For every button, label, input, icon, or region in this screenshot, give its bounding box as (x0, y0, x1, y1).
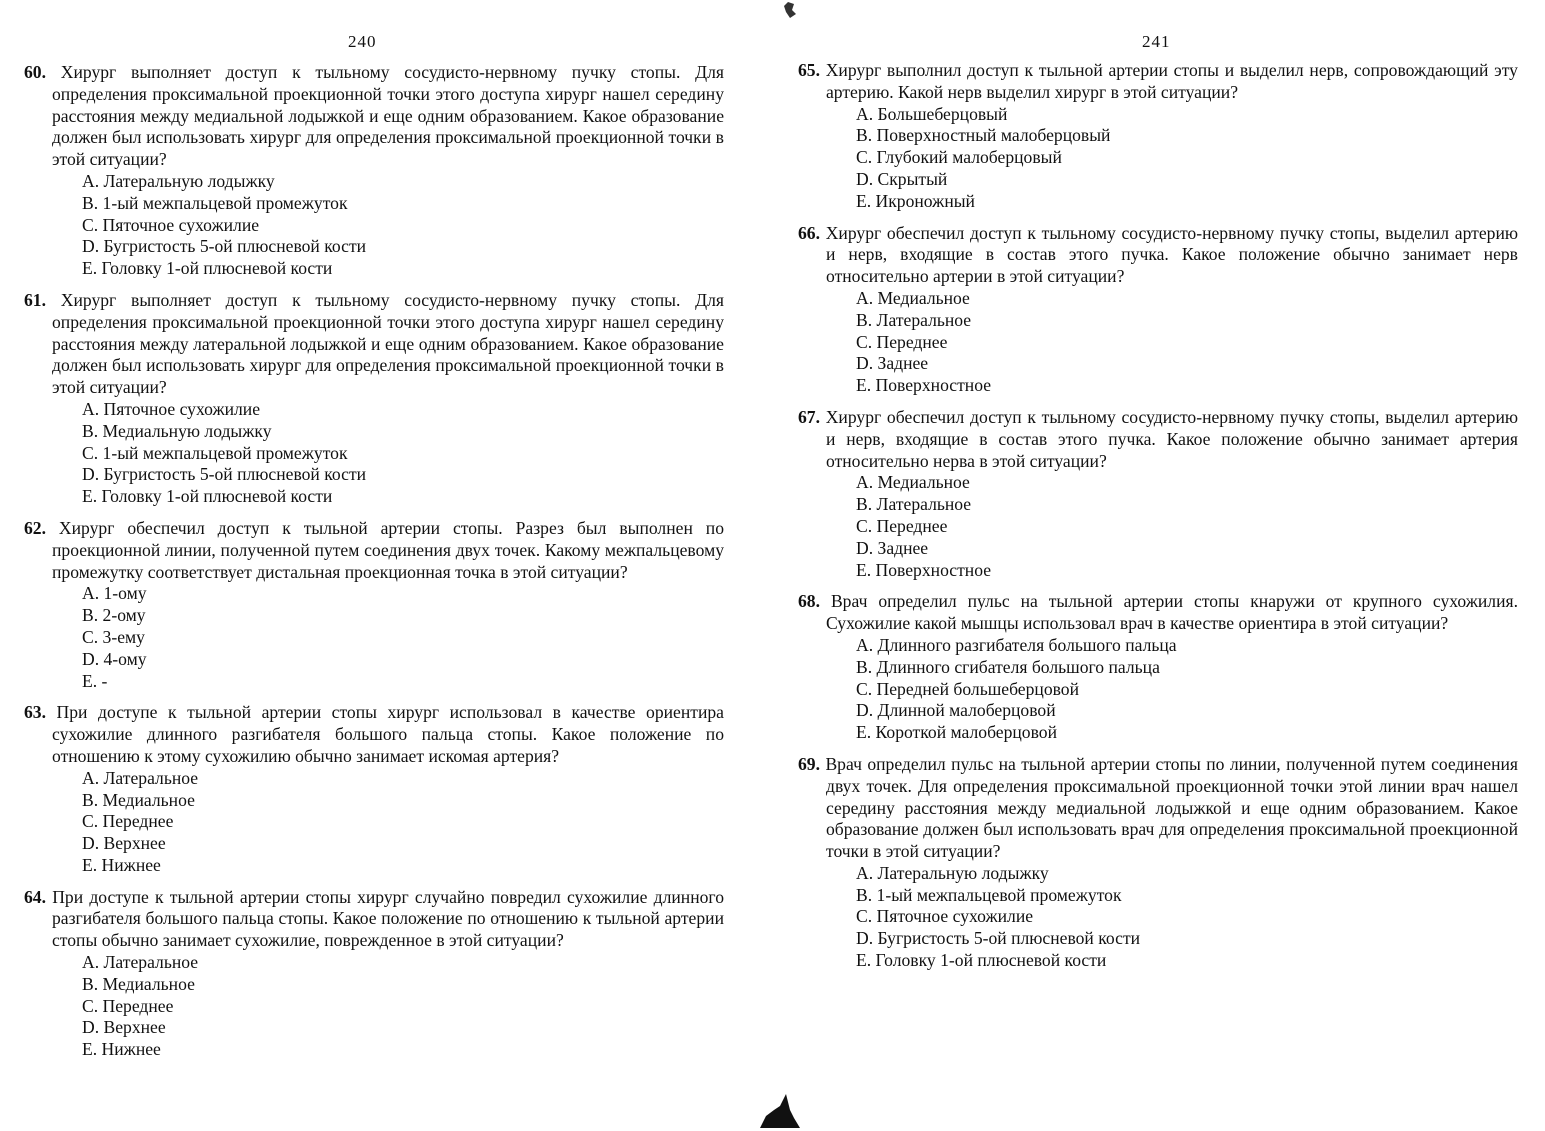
answer-option: E. Короткой малоберцовой (856, 722, 1058, 743)
question-text: Хирург выполнил доступ к тыльной артерии стопы и выделил нерв, сопровождающий эту артерию. Какой нерв выделил хирург в этой ситуации? (825, 60, 1518, 102)
answer-option: D. Скрытый (856, 168, 948, 189)
answer-option: C. 3-ему (82, 626, 145, 647)
answer-option: D. Верхнее (82, 833, 166, 854)
answer-option: A. Пяточное сухожилие (82, 398, 261, 419)
answer-option: D. 4-ому (82, 648, 147, 669)
answer-option: E. Головку 1-ой плюсневой кости (82, 486, 333, 507)
answer-option: E. Нижнее (82, 854, 161, 875)
question-number: 66. (798, 222, 820, 243)
answer-options (24, 768, 724, 877)
answer-option: C. 1-ый межпальцевой промежуток (82, 442, 348, 463)
question-text: Хирург выполняет доступ к тыльному сосудисто-нервному пучку стопы. Для определения проксимальной проекционной точки этого доступа хирург нашел середину расстояния между медиальной лодыжкой и еще одним образованием. Какое образование должен был использовать хирург для определения проксимальной проекционной точки в этой ситуации? (52, 62, 724, 170)
question-block (798, 60, 1518, 213)
question-stem (798, 60, 1518, 104)
answer-option: B. Длинного сгибателя большого пальца (856, 656, 1160, 677)
answer-option: B. 2-ому (82, 605, 146, 626)
answer-option: D. Заднее (856, 353, 929, 374)
question-list-left (24, 62, 724, 1071)
answer-option: C. Глубокий малоберцовый (856, 147, 1062, 168)
answer-option: B. Поверхностный малоберцовый (856, 125, 1111, 146)
answer-option: B. 1-ый межпальцевой промежуток (82, 192, 348, 213)
answer-option: E. Нижнее (82, 1039, 161, 1060)
answer-options (798, 635, 1518, 744)
answer-option: C. Переднее (856, 331, 948, 352)
question-list-right (798, 60, 1518, 982)
answer-option: B. 1-ый межпальцевой промежуток (856, 884, 1122, 905)
answer-option: D. Бугристость 5-ой плюсневой кости (856, 928, 1141, 949)
answer-options (24, 399, 724, 508)
answer-option: D. Бугристость 5-ой плюсневой кости (82, 464, 367, 485)
question-block (24, 887, 724, 1061)
question-number: 63. (24, 702, 46, 723)
answer-options (24, 171, 724, 280)
answer-option: B. Медиальное (82, 789, 195, 810)
question-number: 69. (798, 753, 820, 774)
answer-option: E. Поверхностное (856, 559, 992, 580)
question-block (24, 702, 724, 876)
question-text: Врач определил пульс на тыльной артерии стопы по линии, полученной путем соединения двух точек. Для определения проксимальной проекционной точки этой линии врач нашел середину расстояния между медиальной лодыжкой и еще одним образованием. Какое образование должен был использовать врач для определения проксимальной проекционной точки в этой ситуации? (825, 753, 1518, 862)
answer-options (798, 863, 1518, 972)
answer-option: B. Медиальное (82, 973, 195, 994)
binding-shadow-bottom (760, 1080, 808, 1128)
answer-option: A. Латеральное (82, 767, 199, 788)
answer-option: E. - (82, 670, 108, 691)
question-block (798, 407, 1518, 581)
question-stem (24, 290, 724, 399)
question-number: 67. (798, 406, 820, 427)
question-number: 64. (24, 886, 46, 907)
question-text: Врач определил пульс на тыльной артерии стопы кнаружи от крупного сухожилия. Сухожилие какой мышцы использовал врач в качестве ориентира в этой ситуации? (826, 591, 1518, 634)
answer-option: D. Длинной малоберцовой (856, 700, 1056, 721)
answer-options (798, 288, 1518, 397)
answer-options (24, 952, 724, 1061)
answer-options (24, 583, 724, 692)
answer-option: A. Латеральное (82, 952, 199, 973)
question-number: 61. (24, 289, 46, 310)
question-text: Хирург обеспечил доступ к тыльному сосудисто-нервному пучку стопы, выделил артерию и нерв, входящие в состав этого пучка. Какое положение обычно занимает нерв относительно артерии в этой ситуации? (825, 222, 1518, 287)
question-stem (798, 223, 1518, 288)
question-block (24, 62, 724, 280)
question-number: 60. (24, 62, 46, 82)
answer-option: E. Головку 1-ой плюсневой кости (82, 258, 333, 279)
answer-option: E. Поверхностное (856, 375, 992, 396)
question-text: При доступе к тыльной артерии стопы хирург использовал в качестве ориентира сухожилие длинного разгибателя большого пальца стопы. Какое положение по отношению к этому сухожилию обычно занимает искомая артерия? (52, 702, 724, 766)
question-block (24, 290, 724, 508)
question-block (798, 754, 1518, 972)
answer-option: C. Переднее (82, 811, 174, 832)
answer-option: C. Переднее (82, 995, 174, 1016)
question-block (24, 518, 724, 692)
question-text: Хирург обеспечил доступ к тыльному сосудисто-нервному пучку стопы, выделил артерию и нерв, входящие в состав этого пучка. Какое положение обычно занимает артерия относительно нерва в этой ситуации? (825, 406, 1518, 471)
answer-option: C. Переднее (856, 515, 948, 536)
answer-option: A. Латеральную лодыжку (856, 862, 1049, 883)
answer-option: D. Бугристость 5-ой плюсневой кости (82, 236, 367, 257)
answer-options (798, 472, 1518, 581)
question-stem (24, 518, 724, 583)
question-number: 62. (24, 517, 46, 538)
answer-option: E. Головку 1-ой плюсневой кости (856, 950, 1107, 971)
answer-option: B. Латеральное (856, 494, 972, 515)
question-text: Хирург обеспечил доступ к тыльной артерии стопы. Разрез был выполнен по проекционной линии, полученной путем соединения двух точек. Какому межпальцевому промежутку соответствует дистальная проекционная точка в этой ситуации? (52, 517, 724, 582)
left-page (0, 0, 772, 1131)
question-block (798, 591, 1518, 744)
question-stem (24, 887, 724, 952)
question-stem (798, 754, 1518, 863)
answer-option: A. 1-ому (82, 583, 147, 604)
page-number-right: 241 (1142, 32, 1171, 51)
question-text: Хирург выполняет доступ к тыльному сосудисто-нервному пучку стопы. Для определения проксимальной проекционной точки этого доступа хирург нашел середину расстояния между латеральной лодыжкой и еще одним образованием. Какое образование должен был использовать хирург для определения проксимальной проекционной точки в этой ситуации? (52, 289, 724, 398)
question-stem (24, 62, 724, 171)
question-stem (798, 591, 1518, 635)
answer-option: A. Медиальное (856, 287, 970, 308)
question-stem (798, 407, 1518, 472)
question-text: При доступе к тыльной артерии стопы хирург случайно повредил сухожилие длинного разгибателя большого пальца стопы. Какое положение по отношению к тыльной артерии стопы обычно занимает сухожилие, поврежденное в этой ситуации? (52, 886, 724, 951)
answer-option: B. Медиальную лодыжку (82, 420, 272, 441)
right-page (772, 0, 1545, 1131)
answer-option: A. Длинного разгибателя большого пальца (856, 634, 1177, 655)
answer-option: A. Латеральную лодыжку (82, 170, 275, 191)
question-number: 68. (798, 591, 820, 612)
answer-option: B. Латеральное (856, 309, 972, 330)
question-number: 65. (798, 60, 820, 80)
answer-options (798, 104, 1518, 213)
answer-option: E. Икроножный (856, 190, 975, 211)
page-number-left: 240 (348, 32, 377, 51)
answer-option: C. Пяточное сухожилие (82, 214, 260, 235)
answer-option: D. Заднее (856, 537, 929, 558)
answer-option: C. Пяточное сухожилие (856, 906, 1034, 927)
answer-option: A. Медиальное (856, 472, 970, 493)
answer-option: A. Большеберцовый (856, 103, 1008, 124)
question-stem (24, 702, 724, 767)
question-block (798, 223, 1518, 397)
answer-option: C. Передней большеберцовой (856, 678, 1080, 699)
answer-option: D. Верхнее (82, 1017, 166, 1038)
